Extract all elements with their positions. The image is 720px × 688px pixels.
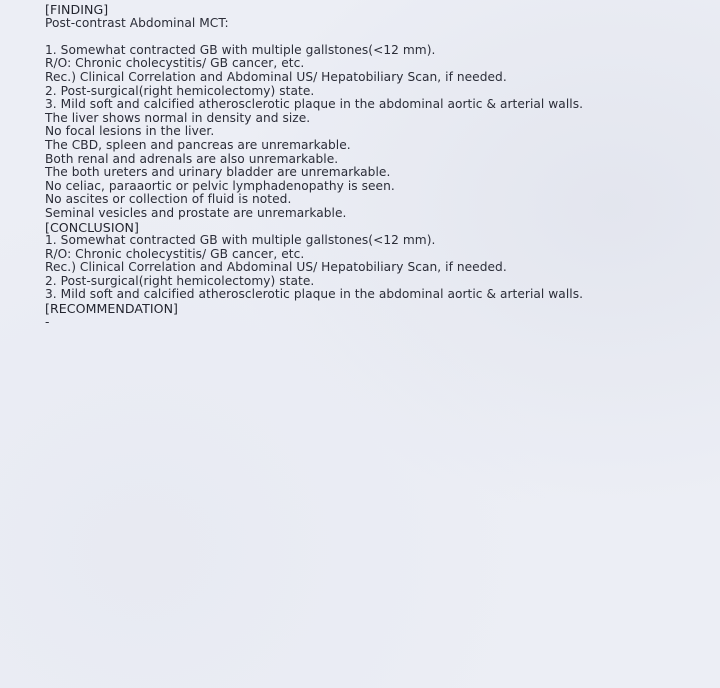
conclusion-line: 3. Mild soft and calcified atherosclerotic plaque in the abdominal aortic & arterial walls. xyxy=(45,287,584,302)
radiology-report xyxy=(45,3,715,329)
recommendation-text: - xyxy=(45,314,50,329)
conclusion-line: 2. Post-surgical(right hemicolectomy) state. xyxy=(45,273,315,288)
conclusion-section xyxy=(45,221,715,303)
finding-heading: [FINDING] xyxy=(45,2,109,17)
finding-line: No ascites or collection of fluid is noted. xyxy=(45,192,292,207)
finding-subtitle: Post-contrast Abdominal MCT: xyxy=(45,15,229,30)
finding-line: 3. Mild soft and calcified atherosclerotic plaque in the abdominal aortic & arterial walls. xyxy=(45,97,584,112)
finding-line: 2. Post-surgical(right hemicolectomy) state. xyxy=(45,83,315,98)
recommendation-section xyxy=(45,302,715,329)
recommendation-heading: [RECOMMENDATION] xyxy=(45,301,179,317)
conclusion-heading: [CONCLUSION] xyxy=(45,219,139,235)
finding-line: The both ureters and urinary bladder are unremarkable. xyxy=(45,165,391,180)
finding-line: 1. Somewhat contracted GB with multiple gallstones(<12 mm). xyxy=(45,42,436,57)
conclusion-line: 1. Somewhat contracted GB with multiple gallstones(<12 mm). xyxy=(45,233,436,248)
finding-line: No celiac, paraaortic or pelvic lymphadenopathy is seen. xyxy=(45,178,395,193)
finding-line: Rec.) Clinical Correlation and Abdominal US/ Hepatobiliary Scan, if needed. xyxy=(45,69,507,84)
finding-line: The liver shows normal in density and size. xyxy=(45,110,311,125)
finding-line: No focal lesions in the liver. xyxy=(45,124,215,139)
finding-section xyxy=(45,3,715,221)
finding-line: Both renal and adrenals are also unremarkable. xyxy=(45,151,339,166)
blank-line xyxy=(45,30,715,44)
conclusion-line: Rec.) Clinical Correlation and Abdominal US/ Hepatobiliary Scan, if needed. xyxy=(45,260,507,275)
finding-line: R/O: Chronic cholecystitis/ GB cancer, etc. xyxy=(45,56,305,71)
finding-line: The CBD, spleen and pancreas are unremarkable. xyxy=(45,137,351,152)
conclusion-line: R/O: Chronic cholecystitis/ GB cancer, etc. xyxy=(45,246,305,261)
finding-line: Seminal vesicles and prostate are unremarkable. xyxy=(45,205,347,220)
